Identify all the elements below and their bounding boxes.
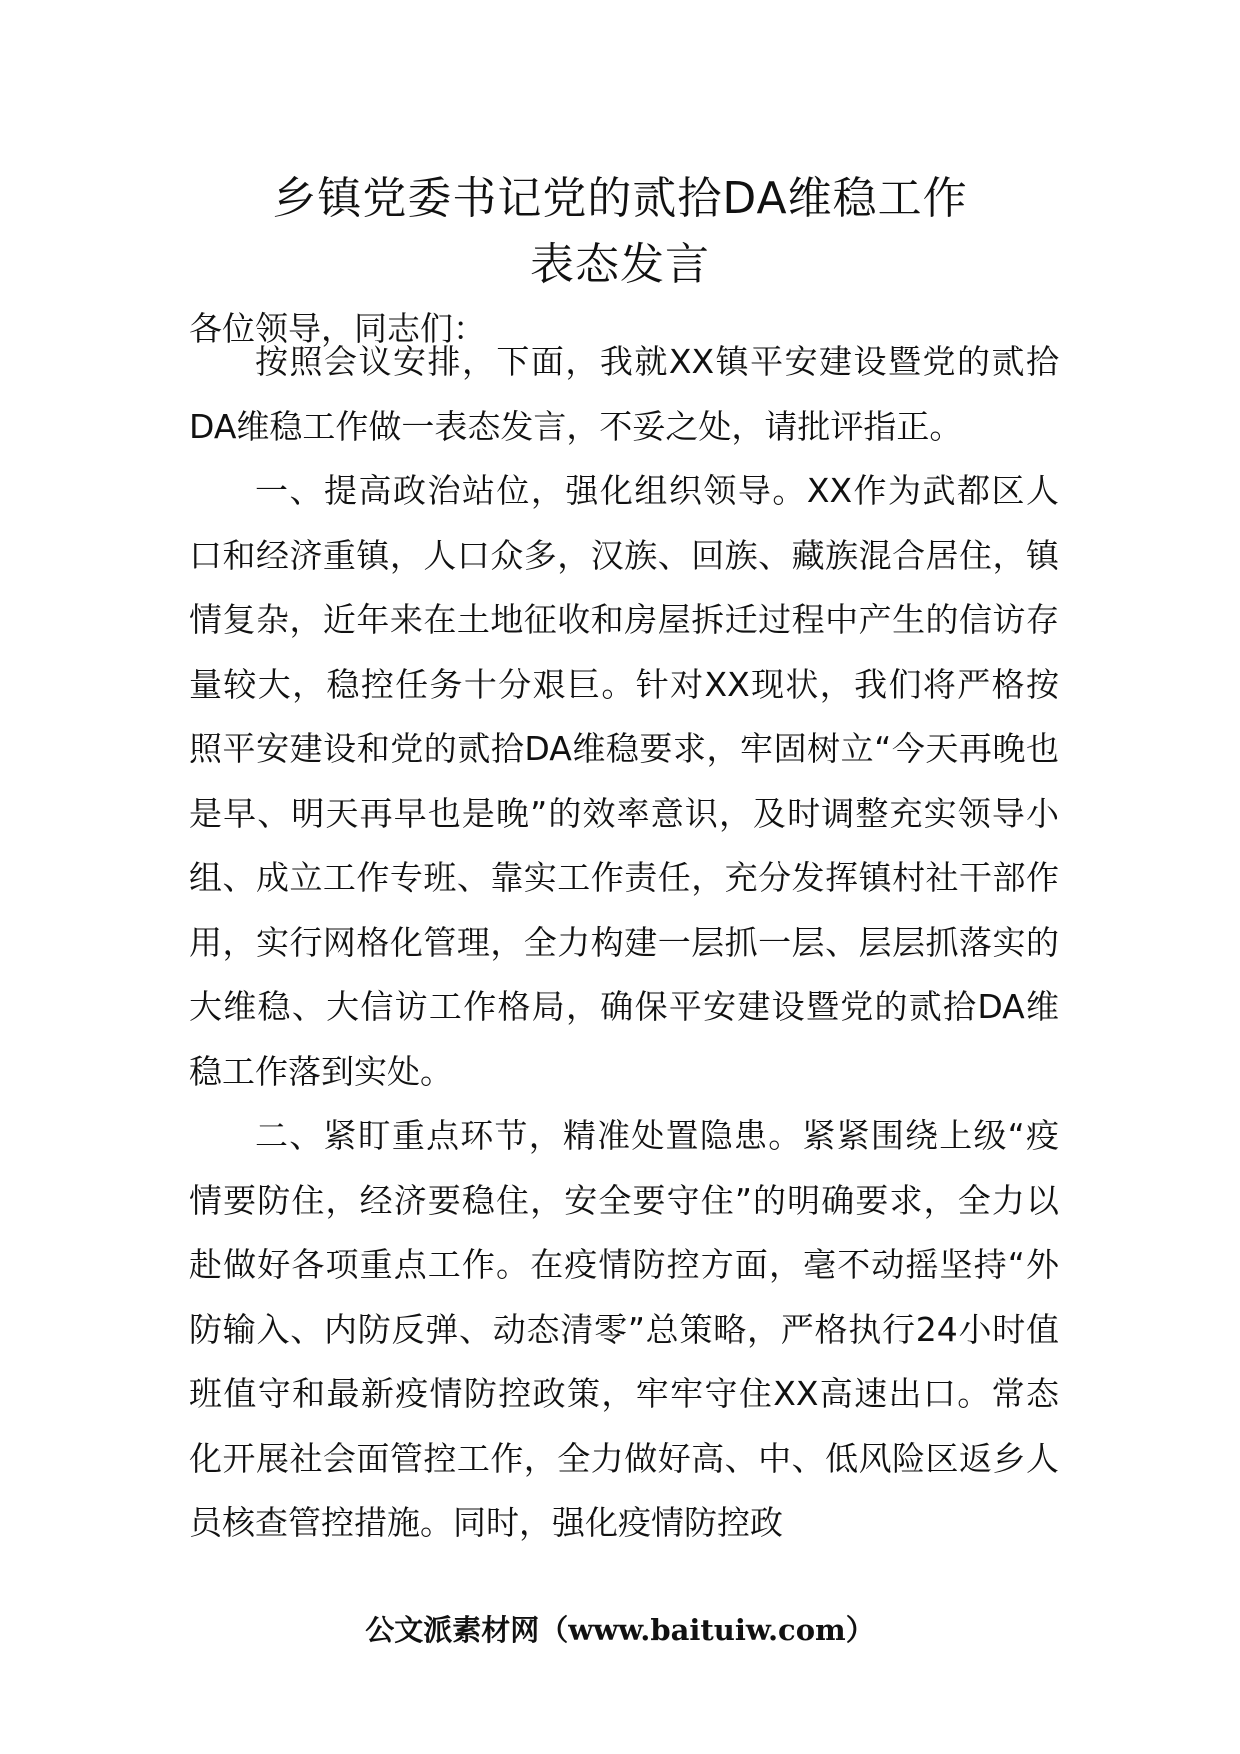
paragraph-section-2: 二、紧盯重点环节，精准处置隐患。紧紧围绕上级“疫情要防住，经济要稳住，安全要守住”的明确要求，全力以赴做好各项重点工作。在疫情防控方面，毫不动摇坚持“外防输入、内防反弹、动态清零”总策略，严格执行24小时值班值守和最新疫情防控政策，牢牢守住XX高速出口。常态化开展社会面管控工作，全力做好高、中、低风险区返乡人员核查管控措施。同时，强化疫情防控政 (189, 1116, 1059, 1542)
document-body (189, 330, 1059, 1556)
paragraph-section-1: 一、提高政治站位，强化组织领导。XX作为武都区人口和经济重镇，人口众多，汉族、回族、藏族混合居住，镇情复杂，近年来在土地征收和房屋拆迁过程中产生的信访存量较大，稳控任务十分艰巨。针对XX现状，我们将严格按照平安建设和党的贰拾DA维稳要求，牢固树立“今天再晚也是早、明天再早也是晚”的效率意识，及时调整充实领导小组、成立工作专班、靠实工作责任，充分发挥镇村社干部作用，实行网格化管理，全力构建一层抓一层、层层抓落实的大维稳、大信访工作格局，确保平安建设暨党的贰拾DA维稳工作落到实处。 (189, 471, 1059, 1091)
document-title-line1: 乡镇党委书记党的贰拾DA维稳工作 (272, 173, 968, 224)
salutation: 各位领导，同志们： (189, 309, 486, 348)
document-title-line2: 表态发言 (530, 239, 710, 290)
paragraph-intro: 按照会议安排，下面，我就XX镇平安建设暨党的贰拾DA维稳工作做一表态发言，不妥之处，请批评指正。 (189, 342, 1059, 446)
footer-watermark: 公文派素材网（www.baituiw.com） (365, 1613, 875, 1647)
